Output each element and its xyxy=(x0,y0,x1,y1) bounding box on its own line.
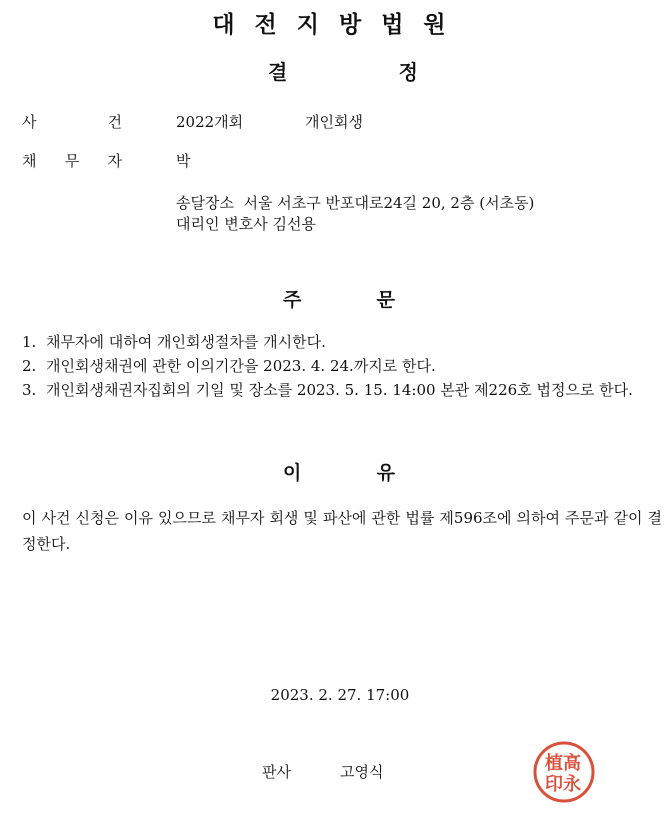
order-item xyxy=(22,378,662,402)
order-item-number: 1. xyxy=(22,333,37,351)
debtor-label xyxy=(22,150,122,171)
reason-heading-char: 이 xyxy=(283,462,302,484)
doc-type-char: 결 xyxy=(268,60,288,84)
legal-agent: 대리인 변호사 김선용 xyxy=(176,215,316,233)
case-label-char: 사 xyxy=(22,113,37,131)
case-label xyxy=(22,111,122,132)
order-item-text: 개인회생채권에 관한 이의기간을 2023. 4. 24.까지로 한다. xyxy=(46,357,436,375)
judge-title: 판사 xyxy=(262,763,291,781)
debtor-label-char: 채 xyxy=(22,152,37,170)
decision-date: 2023. 2. 27. 17:00 xyxy=(270,686,410,704)
reason-heading-char: 유 xyxy=(376,462,395,484)
judge-seal xyxy=(532,740,596,804)
debtor-name: 박 xyxy=(176,152,191,170)
order-heading xyxy=(283,285,395,312)
debtor-label-char: 무 xyxy=(64,152,80,170)
case-type: 개인회생 xyxy=(305,113,363,131)
reason-text: 이 사건 신청은 이유 있으므로 채무자 회생 및 파산에 관한 법률 제596조에 의하여 주문과 같이 결정한다. xyxy=(22,509,662,553)
document-type-title xyxy=(268,56,418,85)
order-list xyxy=(22,330,662,402)
order-item-text: 개인회생채권자집회의 기일 및 장소를 2023. 5. 15. 14:00 본관 제226호 법정으로 한다. xyxy=(46,381,633,399)
order-item xyxy=(22,330,662,354)
seal-char: 植 xyxy=(545,753,563,774)
case-number: 2022개회 xyxy=(176,113,244,131)
order-heading-char: 문 xyxy=(376,289,395,311)
order-item-text: 채무자에 대하여 개인회생절차를 개시한다. xyxy=(46,333,326,351)
order-item xyxy=(22,354,662,378)
order-heading-char: 주 xyxy=(283,289,302,311)
court-name: 대전지방법원 xyxy=(212,12,466,38)
seal-char: 高 xyxy=(563,753,581,774)
seal-char: 永 xyxy=(563,774,581,795)
case-label-char: 건 xyxy=(107,113,122,131)
order-item-number: 3. xyxy=(22,381,37,399)
seal-char: 印 xyxy=(545,774,563,795)
reason-heading xyxy=(283,458,395,485)
judge-name: 고영식 xyxy=(340,763,384,781)
debtor-label-char: 자 xyxy=(107,152,122,170)
order-item-number: 2. xyxy=(22,357,37,375)
service-address: 송달장소 서울 서초구 반포대로24길 20, 2층 (서초동) xyxy=(176,194,535,212)
doc-type-char: 정 xyxy=(398,60,418,84)
